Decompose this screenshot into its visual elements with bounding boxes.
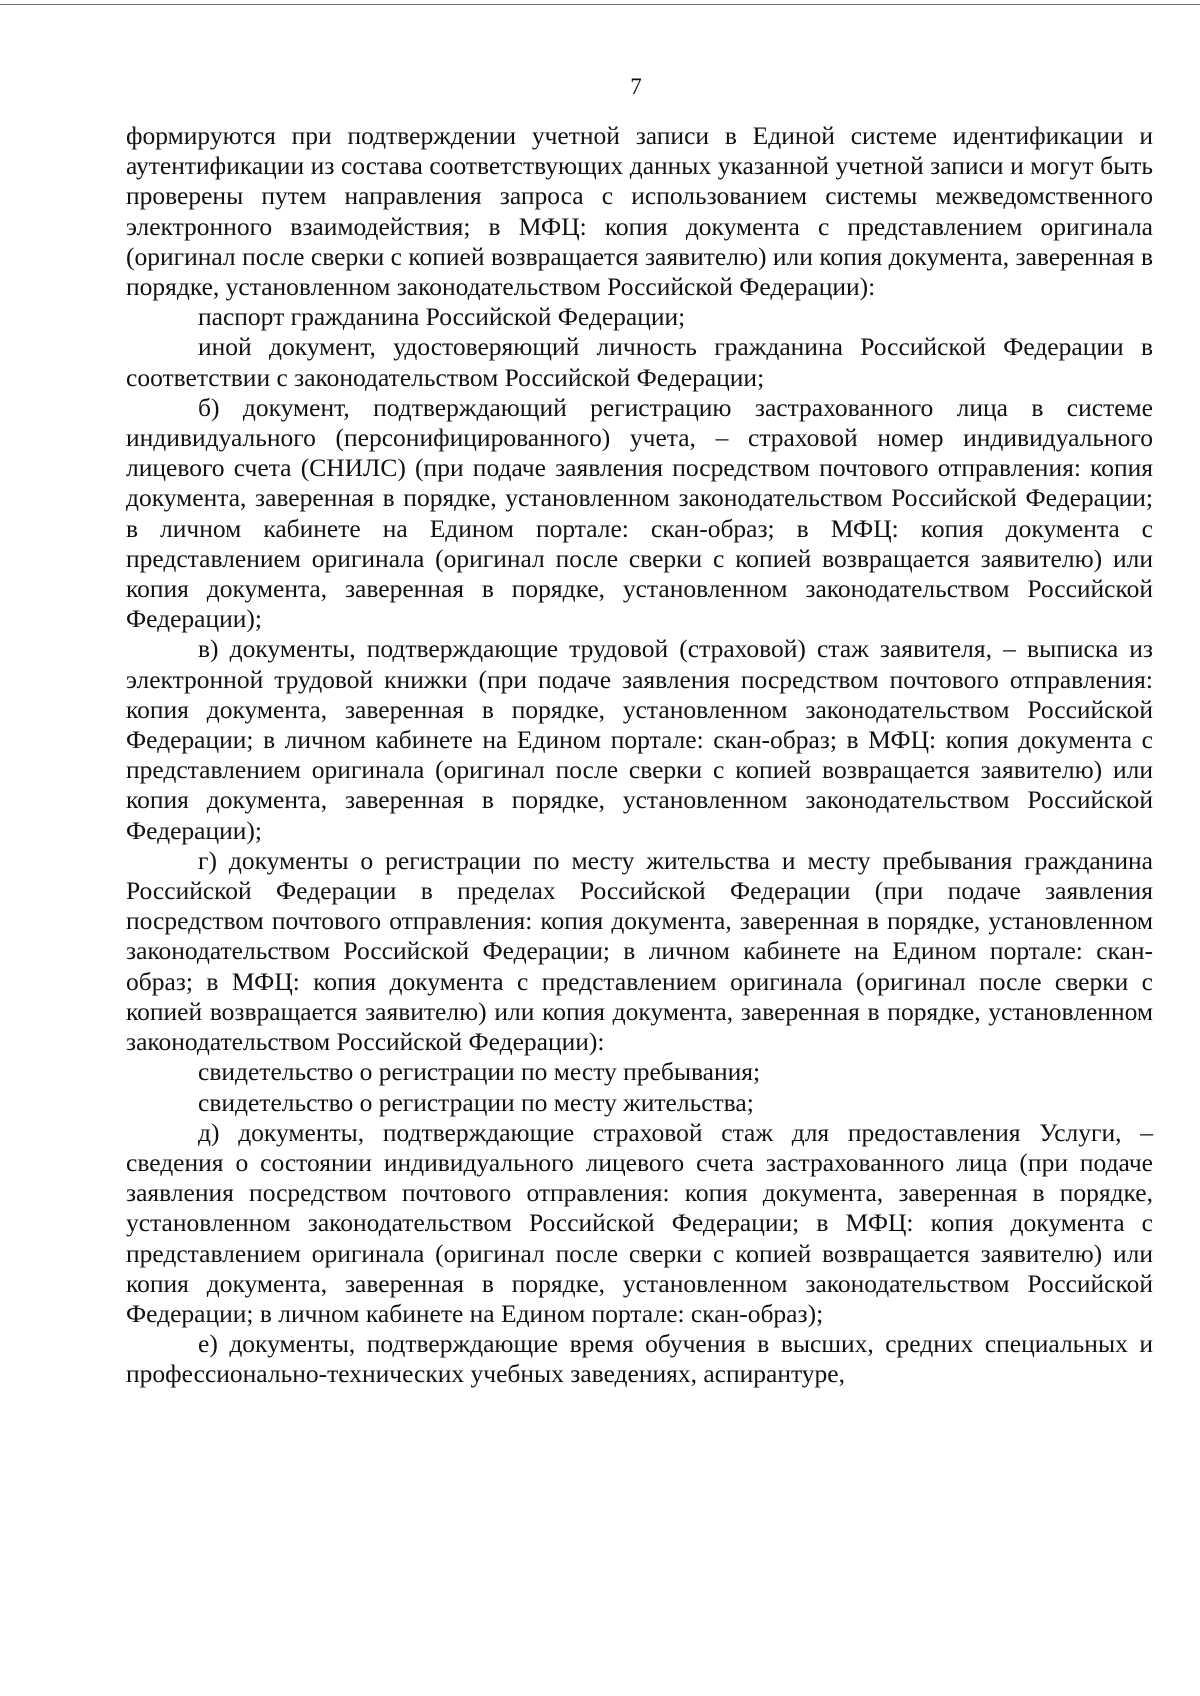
paragraph-item-b-snils: б) документ, подтверждающий регистрацию застрахованного лица в системе индивидуального (персонифицированного) учета, – страховой номер индивидуального лицевого счета (СНИЛС) (при подаче заявления посредством почтового отправления: копия документа, заверенная в порядке, установленном законодательством Российской Федерации; в личном кабинете на Едином портале: скан-образ; в МФЦ: копия документа с представлением оригинала (оригинал после сверки с копией возвращается заявителю) или копия документа, заверенная в порядке, установленном законодательством Российской Федерации); <box>126 392 1153 634</box>
paragraph-item-v-labor-record: в) документы, подтверждающие трудовой (страховой) стаж заявителя, – выписка из электронной трудовой книжки (при подаче заявления посредством почтового отправления: копия документа, заверенная в порядке, установленном законодательством Российской Федерации; в личном кабинете на Едином портале: скан-образ; в МФЦ: копия документа с представлением оригинала (оригинал после сверки с копией возвращается заявителю) или копия документа, заверенная в порядке, установленном законодательством Российской Федерации); <box>126 634 1153 845</box>
scan-top-border <box>0 4 1200 5</box>
paragraph-stay-registration-certificate: свидетельство о регистрации по месту пребывания; <box>198 1057 761 1087</box>
document-body <box>126 121 1153 1390</box>
paragraph-item-g-registration: г) документы о регистрации по месту жительства и месту пребывания гражданина Российской Федерации в пределах Российской Федерации (при подаче заявления посредством почтового отправления: копия документа, заверенная в порядке, установленном законодательством Российской Федерации; в личном кабинете на Едином портале: скан-образ; в МФЦ: копия документа с представлением оригинала (оригинал после сверки с копией возвращается заявителю) или копия документа, заверенная в порядке, установленном законодательством Российской Федерации): <box>126 845 1153 1057</box>
paragraph-continuation: формируются при подтверждении учетной записи в Единой системе идентификации и аутентификации из состава соответствующих данных указанной учетной записи и могут быть проверены путем направления запроса с использованием системы межведомственного электронного взаимодействия; в МФЦ: копия документа с представлением оригинала (оригинал после сверки с копией возвращается заявителю) или копия документа, заверенная в порядке, установленном законодательством Российской Федерации): <box>126 121 1153 302</box>
paragraph-residence-registration-certificate: свидетельство о регистрации по месту жительства; <box>198 1087 754 1117</box>
paragraph-other-id-document: иной документ, удостоверяющий личность гражданина Российской Федерации в соответствии с законодательством Российской Федерации; <box>126 332 1153 392</box>
paragraph-item-d-insurance-record: д) документы, подтверждающие страховой стаж для предоставления Услуги, – сведения о состоянии индивидуального лицевого счета застрахованного лица (при подаче заявления посредством почтового отправления: копия документа, заверенная в порядке, установленном законодательством Российской Федерации; в МФЦ: копия документа с представлением оригинала (оригинал после сверки с копией возвращается заявителю) или копия документа, заверенная в порядке, установленном законодательством Российской Федерации; в личном кабинете на Едином портале: скан-образ); <box>126 1117 1153 1328</box>
paragraph-item-e-education-period: е) документы, подтверждающие время обучения в высших, средних специальных и профессионально-технических учебных заведениях, аспирантуре, <box>126 1329 1153 1389</box>
paragraph-passport: паспорт гражданина Российской Федерации; <box>198 302 686 332</box>
page-number: 7 <box>630 74 642 99</box>
